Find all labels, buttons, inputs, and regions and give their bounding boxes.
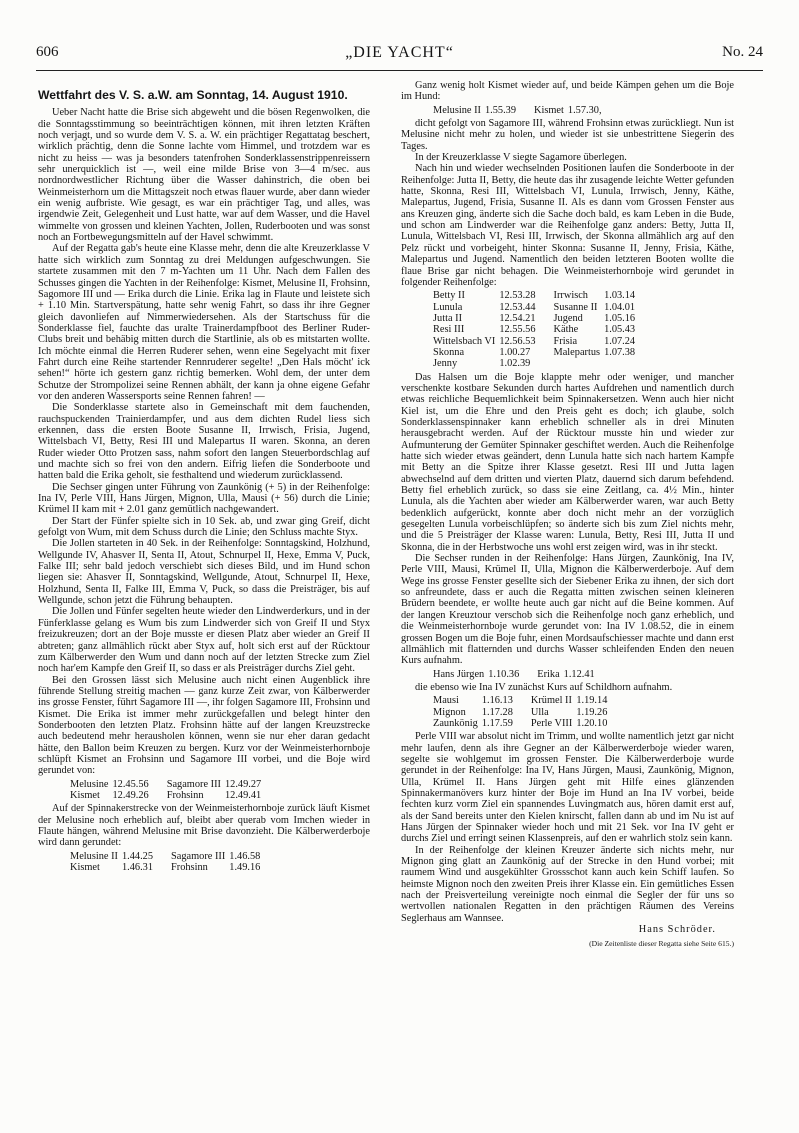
left-column bbox=[38, 80, 370, 875]
table-row bbox=[433, 105, 620, 116]
time-cell: 12.53.28 bbox=[499, 290, 536, 302]
time-cell: 1.05.16 bbox=[604, 312, 636, 324]
time-cell: 1.07.24 bbox=[604, 335, 636, 347]
time-cell: 12.49.27 bbox=[224, 778, 262, 790]
times-table bbox=[70, 851, 278, 874]
paragraph: Auf der Regatta gab's heute eine Klasse mehr, denn die alte Kreuzerklasse V hatte sich wirklich zum Sonntag zu drei Meldungen aufgeschwungen. Sie startete zusammen mit den 7 m-Yachten um 11 Uhr. Nach dem Fallen des Schusses gingen die Yachten in der Reihenfolge: Kismet, Melusine II, Frohsinn, Sagomore III und — Erika durch die Linie. Erika lag in Flaute und leistete sich + 1.10 Min. Startverspätung, hatte sehr wenig Fahrt, so dass ihr ihre Gegner gleich davonliefen auf Nimmerwiedersehen. Als der Startschuss für die Sonderklasse fiel, fauchte das uralte Trainerdampfboot des Berliner Ruder-Clubs breit und behäbig mitten durch die Startlinie, als ob es mitstarten wollte. Ich möchte einmal die Herren Ruderer sehen, wenn eine Segelyacht mit fixer Fahrt durch eine Reihe startender Rennruderer segelte! „Den Hals möcht' ick sehen!“ hörte ich gestern ganz richtig bemerken. Wohl dem, der unter dem Schutze der Strompolizei seine Rennen abhält, der kann ja ohne eigene Gefahr vor den anderen Wassersports seine Rennen fahren! — bbox=[38, 243, 370, 402]
time-cell: 1.02.39 bbox=[499, 358, 531, 370]
boat-name-cell: Perle VIII bbox=[530, 717, 573, 729]
page-number: 606 bbox=[36, 44, 59, 60]
boat-name-cell: Resi III bbox=[433, 324, 465, 336]
paragraph: Bei den Grossen lässt sich Melusine auch nicht einen Augenblick ihre führende Stellung streitig machen — ganz kurze Zeit zwar, von Kälberwerder ins grosse Fenster, führt Sagamore III —, ihr folgen Sagamore III, Frohsinn und Kismet. Die Erika ist immer mehr zurückgefallen und belegt hinter den Sonderbooten den letzten Platz. Frohsinn hätte auf der langen Kreuzstrecke auch bedeutend mehr herausholen können, wenn sie nur eher daran gedacht hätte, den Ballon beim Kreuzen zu bergen. Kurz vor der Weinmeisterhornboje schlüpft Kismet an Frohsinn und Sagamore III vorbei, und die Boje wird gerundet von: bbox=[38, 674, 370, 777]
paragraph: In der Kreuzerklasse V siegte Sagamore überlegen. bbox=[415, 152, 627, 164]
paragraph: Nach hin und wieder wechselnden Positionen laufen die Sonderboote in der Reihenfolge: Jutta II, Betty, die heute das ihr zusagende leichte Wetter gefunden hatte, Skonna, Resi III, Wittelsbach VI, Lunula, Irrwisch, Jenny, Käthe, Malepartus, Jugend, Frisia, Susanne II. Als es dann vom Grossen Fenster aus ans Kreuzen ging, änderte sich die Sache doch bald, es kam Leben in die Bude, und schon am Lindwerder war die Reihenfolge ganz anders: Betty, Jutta II, Lunula, Wittelsbach VI, Resi III, Irrwisch, der Skonna allmählich arg auf den Pelz rückt und vorbeigeht, hinter Skonna: Susanne II, Jenny, Frisia, Käthe, Malepartus und Jugend. Namentlich den beiden letzteren Booten wollte die flaue Brise gar nicht behagen. Die Weinmeisterhornboje wird gerundet in folgender Reihenfolge: bbox=[401, 163, 734, 288]
header-rule bbox=[36, 70, 763, 71]
time-cell: 1.20.10 bbox=[576, 717, 608, 729]
table-row bbox=[70, 779, 279, 790]
boat-name-cell: Jutta II bbox=[433, 312, 463, 324]
time-cell: 1.55.39 bbox=[484, 104, 517, 116]
paragraph: Die Jollen starteten in 40 Sek. in der Reihenfolge: Sonntagskind, Holzhund, Wellgunde IV, Ahasver II, Senta II, Atout, Schnurpel II, Hexe, Emma V, Puck, Falke III; sehr bald jedoch verschiebt sich dieses Bild, und im Hund schon liegen sie: Ahasver II, Sonntagskind, Wellgunde, Atout, Schnurpel II, Hexe, Holzhund, Senta II, Falke III, Emma V, Puck, so dass die Preisträger, bis auf Wellgunde, schon jetzt die Führung behaupten. bbox=[38, 538, 370, 607]
table-row bbox=[433, 358, 653, 369]
table-row bbox=[433, 313, 653, 324]
time-cell: 12.55.56 bbox=[499, 324, 536, 336]
table-row bbox=[433, 290, 653, 301]
boat-name-cell: Hans Jürgen bbox=[433, 668, 485, 680]
times-table bbox=[70, 779, 279, 802]
boat-name-cell: Malepartus bbox=[553, 346, 601, 358]
paragraph: Auf der Spinnakerstrecke von der Weinmeisterhornboje zurück läuft Kismet der Melusine noch erheblich auf, bleibt aber querab vom Imchen wieder in Flaute hängen, während Melusine mit Brise davonzieht. Die Kälberwerderboje wird dann gerundet: bbox=[38, 803, 370, 849]
time-cell: 12.56.53 bbox=[499, 335, 536, 347]
table-row bbox=[433, 707, 625, 718]
time-cell: 12.54.21 bbox=[499, 312, 536, 324]
boat-name-cell: Zaunkönig bbox=[433, 717, 478, 729]
boat-name-cell: Irrwisch bbox=[553, 290, 588, 302]
boat-name-cell: Kismet bbox=[70, 789, 100, 801]
boat-name-cell: Frohsinn bbox=[166, 789, 204, 801]
page-header bbox=[36, 44, 763, 70]
paragraph: die ebenso wie Ina IV zunächst Kurs auf Schildhorn aufnahm. bbox=[415, 681, 673, 693]
table-row bbox=[70, 790, 279, 801]
paragraph: Die Jollen und Fünfer segelten heute wieder den Lindwerderkurs, und in der Fünferklasse gelang es Wum bis zum Lindwerder sich von Greif II und Styx freizukreuzen; dort an der Boje musste er diesen Platz aber wieder an Greif II abtreten; ganz allmählich rückt aber Styx auf, holt sich erst auf der Rücktour zum Kälberwerder den Wum und dann noch auf der letzten Strecke zum Ziel noch har'em Kampfe den Greif II, so dass er als Preisträger durchs Ziel geht. bbox=[38, 606, 370, 675]
boat-name-cell: Jenny bbox=[433, 358, 458, 370]
time-cell: 1.17.28 bbox=[481, 706, 513, 718]
boat-name-cell: Lunula bbox=[433, 301, 463, 313]
paragraph: Die Sechser runden in der Reihenfolge: Hans Jürgen, Zaunkönig, Ina IV, Perle VIII, Mausi, Krümel II, Ulla, Mignon die Kälberwerderboje. Auf dem Wege ins grosse Fenster gesellte sich der Siebener Erika zu ihnen, der sich dort so anfreundete, dass er auch die Regatta mitten zwischen seinen kleineren Brüdern beendete, er wollte heute auch gar nicht auf die Beine kommen. Auf der langen Kreuztour verschob sich die Reihenfolge noch ganz erheblich, und die Weinmeisterhornboje wurde gerundet von: Ina IV 1.08.52, die in einem grossen Bogen um die Boje fuhr, einen Mordsaufschiesser machte und dann erst allmählich mit flatternden und durchs Wasser schleifenden Enden den neuen Kurs aufnahm. bbox=[401, 553, 734, 667]
boat-name-cell: Kismet bbox=[534, 104, 564, 116]
time-cell: 1.05.43 bbox=[604, 324, 636, 336]
boat-name-cell: Käthe bbox=[553, 324, 579, 336]
time-cell: 1.46.31 bbox=[121, 862, 154, 874]
boat-name-cell: Sagamore III bbox=[166, 778, 221, 790]
time-cell: 1.03.14 bbox=[604, 290, 636, 302]
boat-name-cell: Susanne II bbox=[553, 301, 598, 313]
table-row bbox=[433, 347, 653, 358]
time-cell: 1.07.38 bbox=[604, 346, 636, 358]
paragraph: Perle VIII war absolut nicht im Trimm, und wollte namentlich jetzt gar nicht mehr laufen, denn als ihre Gegner an der Kälberwerderboje wieder waren, segelte sie wohlgemut im grossen Fenster. Die Kälberwerderboje wurde gerundet in der Reihenfolge: Ina IV, Hans Jürgen, Mausi, Zaunkönig, Mignon, Ulla, Krümel II. Hans Jürgen geht mit Hilfe eines glänzenden Spinnakermanövers kurz hinter der Boje im Hund an Ina IV vorbei, beide fechten kurz vorm Ziel ein spannendes Luvingmatch aus, hören damit erst auf, als der Sand bereits unter den Kielen knirscht, fallen dann ab und im Nu ist auf Hans Jürgen der Spinnaker wieder hoch und mit 21 Sek. vor Ina IV geht er durchs Ziel und erringt seinen Klassenpreis, auf den er wahrlich stolz sein kann. bbox=[401, 731, 734, 845]
time-cell: 1.57.30, bbox=[567, 104, 602, 116]
boat-name-cell: Melusine bbox=[70, 778, 109, 790]
time-cell bbox=[604, 358, 653, 369]
footnote: (Die Zeitenliste dieser Regatta siehe Seite 615.) bbox=[589, 939, 734, 949]
paragraph: Der Start der Fünfer spielte sich in 10 Sek. ab, und zwar ging Greif, dicht gefolgt von Wum, mit dem Schuss durch die Linie; den Schluss machte Styx. bbox=[38, 515, 370, 539]
issue-number: No. 24 bbox=[722, 44, 763, 60]
table-row bbox=[433, 718, 625, 729]
time-cell: 12.53.44 bbox=[499, 301, 536, 313]
time-cell: 1.17.59 bbox=[481, 717, 513, 729]
table-row bbox=[70, 862, 278, 873]
paragraph: Die Sechser gingen unter Führung von Zaunkönig (+ 5) in der Reihenfolge: Ina IV, Perle VIII, Hans Jürgen, Mignon, Ulla, Mausi (+ 56) durch die Linie; Krümel II kam mit + 2.01 ganz gemütlich nachgewandert. bbox=[38, 481, 370, 516]
author-signature: Hans Schröder. bbox=[638, 924, 716, 936]
paragraph: Ueber Nacht hatte die Brise sich abgeweht und die bösen Regenwolken, die die Sonntagsstimmung so beeinträchtigen können, mit ihren letzten Kräften noch verjagt, und so wurde dem V. S. a. W. ein prächtiger Regattatag beschert, wirklich prächtig, denn die Sonne lachte vom Himmel, und trotzdem war es nicht zu heiss — was ja besonders tatenfrohen Sonderklassenstrippenreissern sehr unerquicklich ist —, weil eine milde Brise von 3—4 m/sec. aus nordnordwestlicher Richtung über die Wasser dahinstrich, die oben bei Weinmeisterhorn um die Mittagszeit noch etwas flauer wurde, aber dann wieder ein wenig aufbriste. Wie gesagt, es war ein prächtiger Tag, und alles, was irgendwie Zeit, Gelegenheit und Lust hatte, war auf dem Wasser, und die Havel wimmelte von grossen und kleinen Yachten, Jollen, Ruderbooten und was sonst noch an Fortbewegungsmitteln auf der Havel schwimmt. bbox=[38, 107, 370, 244]
boat-name-cell: Betty II bbox=[433, 290, 465, 302]
times-table bbox=[433, 290, 653, 369]
boat-name-cell: Wittelsbach VI bbox=[433, 335, 496, 347]
times-table bbox=[433, 695, 625, 729]
time-cell: 1.12.41 bbox=[563, 668, 595, 680]
time-cell: 1.19.14 bbox=[576, 695, 608, 707]
table-row bbox=[433, 302, 653, 313]
boat-name-cell: Krümel II bbox=[530, 695, 572, 707]
table-row bbox=[433, 336, 653, 347]
times-table bbox=[433, 105, 620, 116]
boat-name-cell: Melusine II bbox=[433, 104, 481, 116]
time-cell: 1.19.26 bbox=[576, 706, 608, 718]
table-row bbox=[70, 851, 278, 862]
table-row bbox=[433, 695, 625, 706]
times-table bbox=[433, 669, 613, 680]
article-title: Wettfahrt des V. S. a.W. am Sonntag, 14. August 1910. bbox=[38, 88, 348, 102]
boat-name-cell bbox=[554, 358, 605, 369]
boat-name-cell: Frisia bbox=[553, 335, 578, 347]
boat-name-cell: Jugend bbox=[553, 312, 583, 324]
paragraph: In der Reihenfolge der kleinen Kreuzer änderte sich nichts mehr, nur Mignon ging glatt an Zaunkönig auf der Strecke in den Hund vorbei; mit raumem Wind und ausgekühlter Grossschot kann auch kein Schiff laufen. So heimste Mignon noch den zweiten Preis ihrer Klasse ein. Ein gemütliches Essen nach der Preisverteilung vereinigte noch einmal die Segler der für uns so wertvollen nationalen Regatten in den prächtigen Räumen des Vereins Seglerhaus am Wannsee. bbox=[401, 844, 734, 924]
time-cell: 12.49.41 bbox=[224, 789, 262, 801]
boat-name-cell: Sagamore III bbox=[171, 850, 226, 862]
right-column bbox=[401, 80, 734, 950]
table-row bbox=[433, 324, 653, 335]
boat-name-cell: Frohsinn bbox=[171, 862, 208, 874]
paragraph: Ganz wenig holt Kismet wieder auf, und beide Kämpen gehen um die Boje im Hund: bbox=[401, 80, 734, 103]
time-cell: 12.49.26 bbox=[112, 789, 149, 801]
boat-name-cell: Mignon bbox=[433, 706, 466, 718]
time-cell: 1.16.13 bbox=[481, 695, 513, 707]
boat-name-cell: Mausi bbox=[433, 695, 459, 707]
boat-name-cell: Ulla bbox=[530, 706, 549, 718]
boat-name-cell: Melusine II bbox=[70, 850, 118, 862]
paragraph: Das Halsen um die Boje klappte mehr oder weniger, und mancher verschenkte kostbare Sekunden durch hartes Aufdrehen und namentlich durch etwas reichliche Bequemlichkeit beim Spinnakersetzen. Wenn auch hier nicht Kiel ist, um die Ehre und den Preis geht es doch; ich glaube, solch Sonderklassenspinnaker kann erheblich schneller als in drei Minuten herausgebracht werden. Auf der Rücktour musste hin und wieder zur Aufmunterung der Gemüter Spinnaker geschiftet werden. Auch die Reihenfolge hatte sich wieder etwas geändert, denn Lunula hatte sich nach hartem Kampfe mit Betty an die Spitze ihrer Klasse gesetzt. Resi III und Jutta lagen abwechselnd auf dem dritten und vierten Platz, dauernd sich darum befehdend. Betty fiel erheblich zurück, so dass sie eine Zeitlang, ca. 4½ Min., hinter Lunula, als die Yachten aber wieder am Kälberwerder waren, war auch Betty bedenklich aufgerückt, konnte aber doch nicht mehr an der vorzüglich gesegelten Lunula vorbeischlüpfen; so änderte sich bis zum Ziel nichts mehr, und die 5 Preisträger der Klasse waren: Lunula, Betty, Resi III, Jutta II und Skonna, die in der Herbstwoche uns wohl erst zeigen wird, was in ihr steckt. bbox=[401, 371, 734, 553]
paragraph: dicht gefolgt von Sagamore III, während Frohsinn etwas zurückliegt. Nun ist Melusine nicht mehr zu holen, und wieder ist sie unbestrittene Siegerin des Tages. bbox=[401, 118, 734, 152]
paragraph: Die Sonderklasse startete also in Gemeinschaft mit dem fauchenden, rauchspuckenden Trainierdampfer, und aus dem dichten Rudel liess sich erkennen, dass die ersten Boote Susanne II, Irrwisch, Frisia, Jugend, Wittelsbach VI, Betty, Resi III und Malepartus II waren. Skonna, an deren Ruder wieder Otto Protzen sass, nahm sofort den langen Steuerbordschlag auf und machte sich so frei von den andern. Eifrig liefen die Sonderboote und hatten bald die Erika geholt, sie festhaltend und wiederum zurücklassend. bbox=[38, 402, 370, 482]
boat-name-cell: Kismet bbox=[70, 862, 100, 874]
table-row bbox=[433, 669, 613, 680]
time-cell: 1.00.27 bbox=[499, 346, 531, 358]
magazine-title: „DIE YACHT“ bbox=[345, 44, 454, 61]
time-cell: 1.49.16 bbox=[229, 862, 261, 874]
boat-name-cell: Erika bbox=[537, 668, 560, 680]
time-cell: 1.44.25 bbox=[121, 850, 154, 862]
time-cell: 1.10.36 bbox=[488, 668, 520, 680]
time-cell: 1.04.01 bbox=[604, 301, 636, 313]
boat-name-cell: Skonna bbox=[433, 346, 465, 358]
time-cell: 1.46.58 bbox=[229, 850, 261, 862]
time-cell: 12.45.56 bbox=[112, 778, 149, 790]
